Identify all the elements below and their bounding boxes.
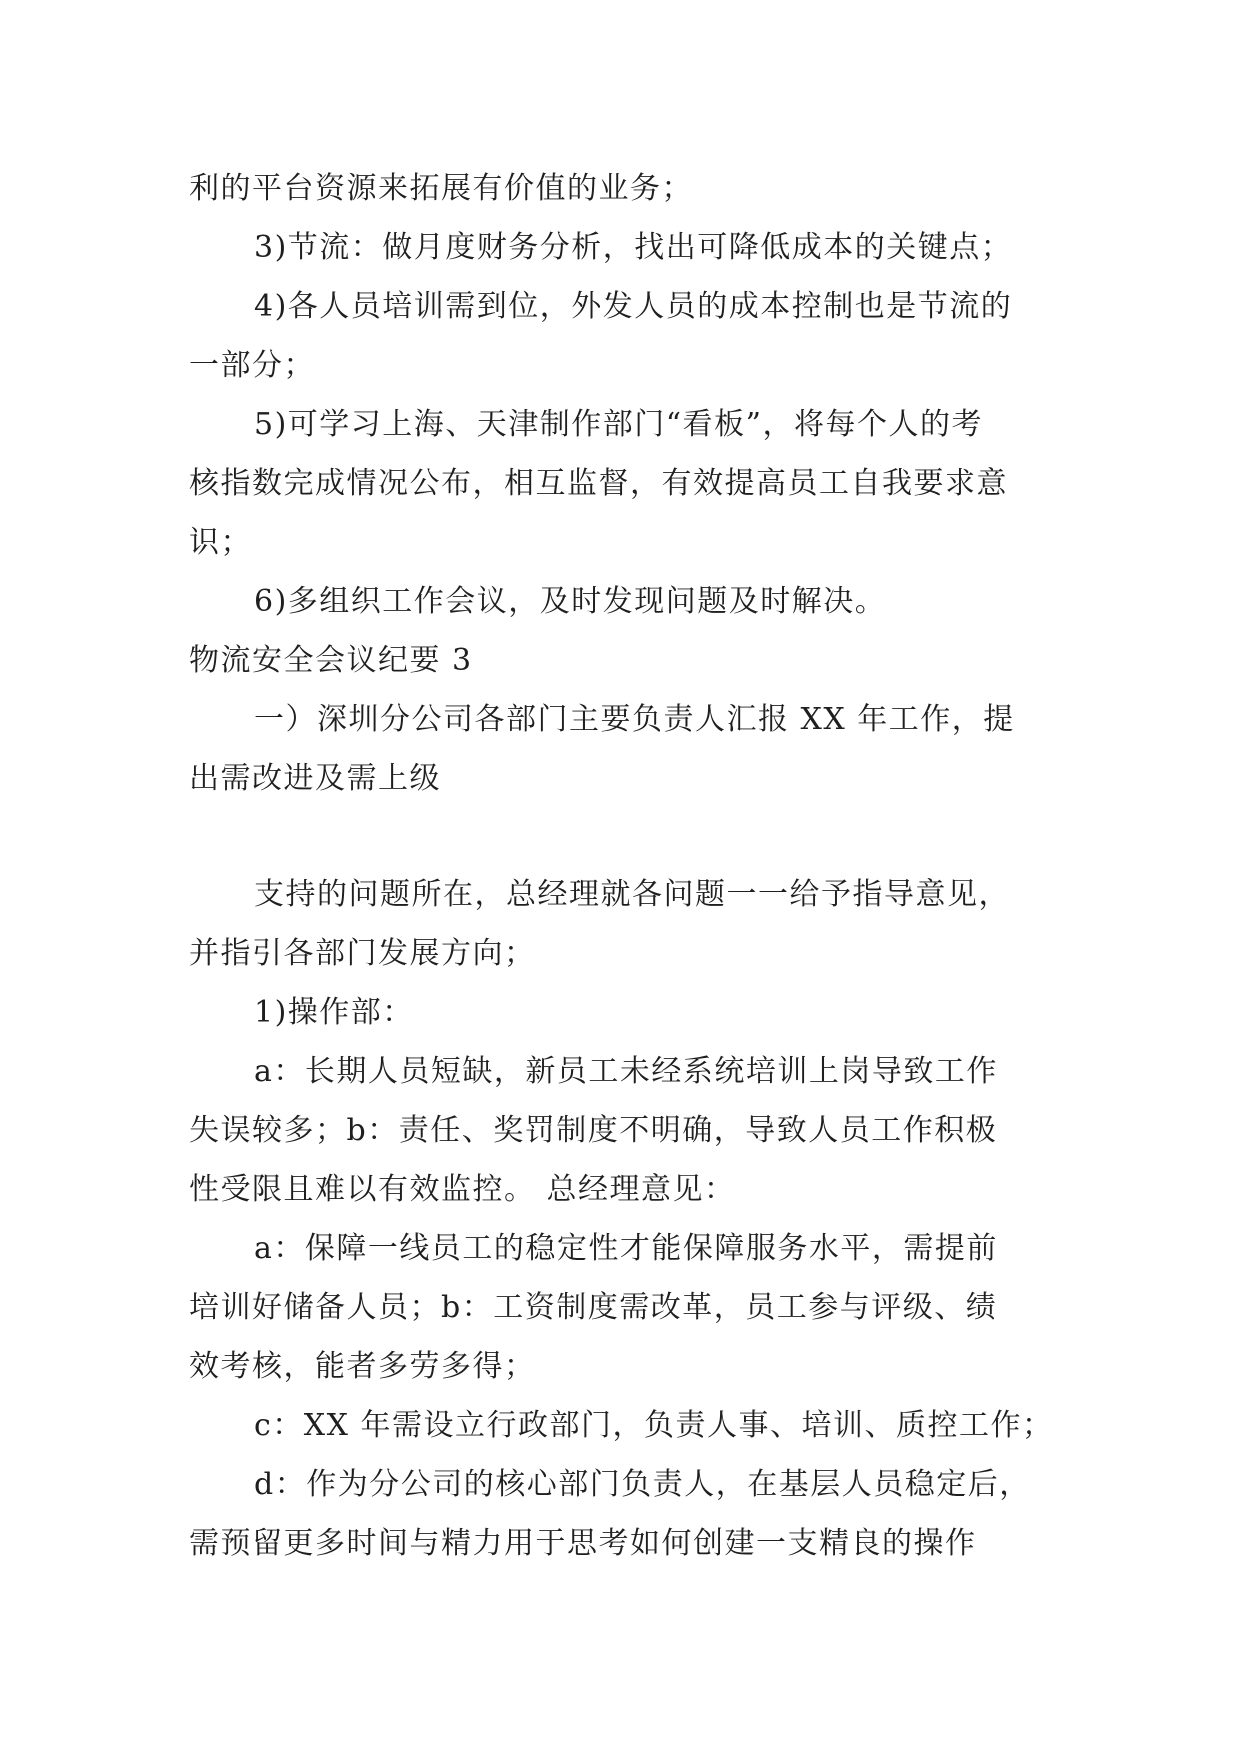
text-line-12: 支持的问题所在，总经理就各问题一一给予指导意见，: [254, 877, 1010, 912]
text-line-8: 6)多组织工作会议，及时发现问题及时解决。: [254, 584, 887, 619]
text-line-11: 出需改进及需上级: [189, 761, 441, 796]
text-line-21: c：XX 年需设立行政部门，负责人事、培训、质控工作；: [254, 1408, 1054, 1443]
section-title: 物流安全会议纪要 3: [189, 643, 473, 678]
text-line-23: 需预留更多时间与精力用于思考如何创建一支精良的操作: [189, 1526, 977, 1561]
text-line-19: 培训好储备人员；b：工资制度需改革，员工参与评级、绩: [189, 1290, 998, 1325]
text-line-16: 失误较多；b：责任、奖罚制度不明确，导致人员工作积极: [189, 1113, 998, 1148]
text-line-18: a：保障一线员工的稳定性才能保障服务水平，需提前: [254, 1231, 998, 1266]
text-line-20: 效考核，能者多劳多得；: [189, 1349, 536, 1384]
text-line-22: d：作为分公司的核心部门负责人，在基层人员稳定后，: [254, 1467, 1031, 1502]
text-line-3: 4)各人员培训需到位，外发人员的成本控制也是节流的: [254, 289, 1013, 324]
text-line-2: 3)节流：做月度财务分析，找出可降低成本的关键点；: [254, 230, 1013, 265]
text-line-5: 5)可学习上海、天津制作部门“看板”，将每个人的考: [254, 407, 983, 442]
text-line-7: 识；: [189, 525, 252, 560]
text-line-6: 核指数完成情况公布，相互监督，有效提高员工自我要求意: [189, 466, 1008, 501]
text-line-17: 性受限且难以有效监控。 总经理意见：: [189, 1172, 736, 1207]
text-line-15: a：长期人员短缺，新员工未经系统培训上岗导致工作: [254, 1054, 998, 1089]
text-line-4: 一部分；: [189, 348, 315, 383]
text-line-10: 一）深圳分公司各部门主要负责人汇报 XX 年工作，提: [254, 702, 1015, 737]
text-line-14: 1)操作部：: [254, 995, 414, 1030]
text-line-1: 利的平台资源来拓展有价值的业务；: [189, 171, 693, 206]
text-line-13: 并指引各部门发展方向；: [189, 936, 536, 971]
